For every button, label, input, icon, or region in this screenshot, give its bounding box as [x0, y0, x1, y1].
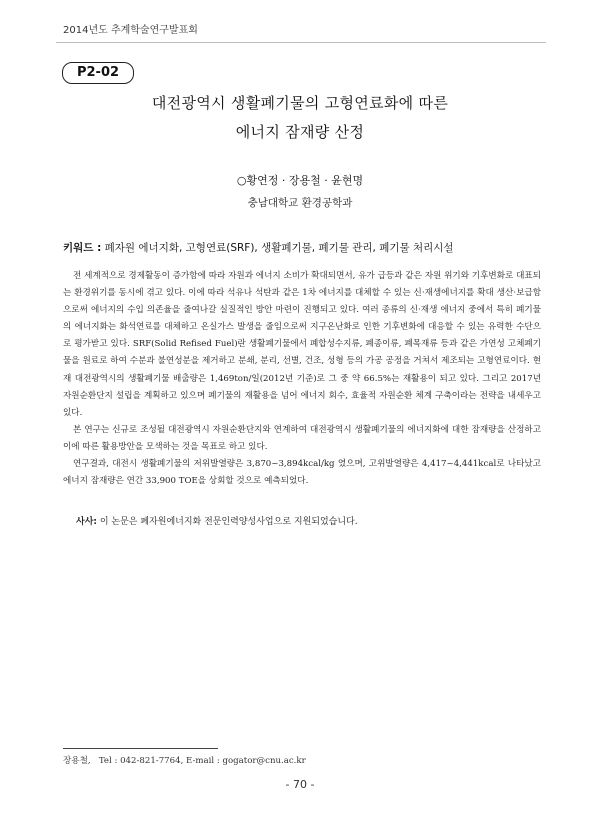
body-paragraph-3: 연구결과, 대전시 생활폐기물의 저위발열량은 3,870~3,894kcal/kg 였으며, 고위발열량은 4,417~4,441kcal로 나타났고 에너지 잠재량은 연간 33,900 TOE을 상회할 것으로 예측되었다.	[63, 459, 541, 487]
abstract-body	[63, 268, 541, 490]
keywords-line	[63, 240, 543, 255]
paper-title-line-2: 에너지 잠재량 산정	[235, 123, 365, 141]
paper-title-line-1: 대전광역시 생활폐기물의 고형연료화에 따른	[151, 94, 449, 112]
body-paragraph-1: 전 세계적으로 경제활동이 증가함에 따라 자원과 에너지 소비가 확대되면서, 유가 급등과 같은 자원 위기와 기후변화로 대표되는 환경위기를 동시에 겪고 있다. 이에 따라 석유나 석탄과 같은 1차 에너지를 대체할 수 있는 신·재생에너지를 확대 생산·보급함으로써 에너지의 수입 의존율을 줄여나갈 실질적인 방안 마련이 진행되고 있다. 여러 종류의 신·재생 에너지 중에서 특히 폐기물의 에너지화는 화석연료를 대체하고 온실가스 발생을 줄임으로써 지구온난화로 인한 기후변화에 대응할 수 있는 유력한 수단으로 평가받고 있다. SRF(Solid Refised Fuel)란 생활폐기물에서 폐합성수지류, 폐종이류, 폐목재류 등과 같은 가연성 고체폐기물을 원료로 하여 수분과 불연성분을 제거하고 분쇄, 분리, 선별, 건조, 성형 등의 가공 공정을 거쳐서 제조되는 고형연료이다. 현재 대전광역시의 생활폐기물 배출량은 1,469ton/일(2012년 기준)로 그 중 약 66.5%는 재활용이 되고 있다. 그리고 2017년 자원순환단지 설립을 계획하고 있으며 폐기물의 재활용을 넘어 에너지 회수, 효율적 자원순환 체계 구축이라는 전략을 내세우고 있다.	[63, 271, 541, 418]
page-number: - 70 -	[285, 778, 315, 791]
conference-header: 2014년도 추계학술연구발표회	[63, 25, 198, 36]
body-paragraph-2: 본 연구는 신규로 조성될 대전광역시 자원순환단지와 연계하여 대전광역시 생활폐기물의 에너지화에 대한 잠재량을 산정하고 이에 따른 활용방안을 모색하는 것을 목표로 하고 있다.	[63, 424, 541, 452]
corresponding-author-footnote: 장용철, Tel : 042-821-7764, E-mail : gogator@cnu.ac.kr	[63, 756, 306, 766]
footnote-divider	[63, 748, 218, 749]
affiliation: 충남대학교 환경공학과	[247, 197, 353, 209]
author-list: ○황연정 · 장용철 · 윤현명	[236, 174, 364, 187]
header-divider	[56, 42, 546, 43]
keywords-text: 폐자원 에너지화, 고형연료(SRF), 생활폐기물, 폐기물 관리, 폐기물 처리시설	[104, 242, 454, 254]
paper-code-badge: P2-02	[62, 62, 134, 84]
acknowledgement	[76, 514, 536, 527]
acknowledgement-text: 이 논문은 폐자원에너지화 전문인력양성사업으로 지원되었습니다.	[97, 517, 358, 527]
acknowledgement-label: 사사:	[76, 517, 97, 527]
keywords-label: 키워드 :	[63, 242, 102, 254]
